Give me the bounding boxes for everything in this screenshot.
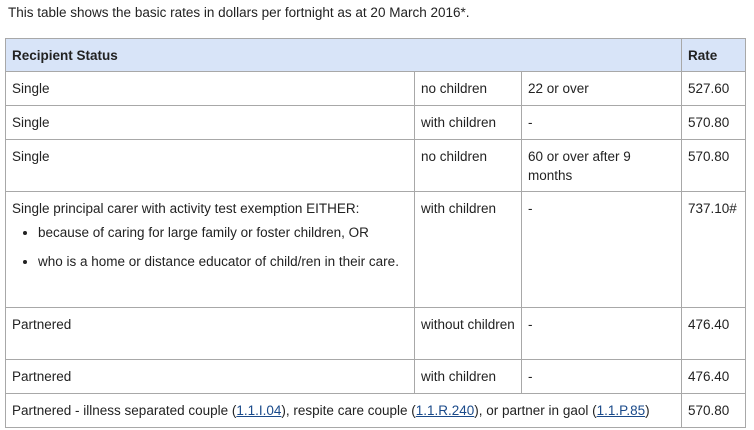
- header-recipient-status: Recipient Status: [6, 39, 682, 72]
- status-text-prefix: Partnered - illness separated couple (: [12, 403, 237, 418]
- cell-status: Single: [6, 140, 415, 192]
- cell-status: Partnered: [6, 360, 415, 394]
- cell-status: Partnered: [6, 308, 415, 360]
- status-text-mid: ), or partner in gaol (: [474, 403, 597, 418]
- cell-children: no children: [415, 72, 522, 106]
- cell-children: with children: [415, 106, 522, 140]
- cell-rate: 570.80: [682, 106, 746, 140]
- cell-condition: -: [522, 106, 682, 140]
- cell-status: [6, 394, 682, 428]
- rates-table: [5, 38, 746, 428]
- list-item: • who is a home or distance educator of child/ren in their care.: [38, 250, 408, 274]
- cell-rate: 527.60: [682, 72, 746, 106]
- cell-status: Single: [6, 106, 415, 140]
- intro-text: This table shows the basic rates in dollars per fortnight as at 20 March 2016*.: [8, 5, 470, 20]
- table-row: [6, 192, 746, 308]
- table-row: [6, 394, 746, 428]
- exemption-list: [12, 221, 408, 274]
- cell-children: no children: [415, 140, 522, 192]
- list-item: • because of caring for large family or foster children, OR: [38, 221, 408, 245]
- status-text-mid: ), respite care couple (: [281, 403, 416, 418]
- cell-status: Single: [6, 72, 415, 106]
- header-rate: Rate: [682, 39, 746, 72]
- table-row: [6, 140, 746, 192]
- table-header-row: [6, 39, 746, 72]
- cell-status: [6, 192, 415, 308]
- cell-children: with children: [415, 192, 522, 308]
- table-row: [6, 360, 746, 394]
- cell-children: without children: [415, 308, 522, 360]
- status-text-suffix: ): [645, 403, 650, 418]
- reference-link-illness-separated[interactable]: 1.1.I.04: [236, 403, 282, 418]
- cell-condition: -: [522, 308, 682, 360]
- table-row: [6, 308, 746, 360]
- reference-link-respite-care[interactable]: 1.1.R.240: [415, 403, 475, 418]
- cell-condition: -: [522, 360, 682, 394]
- reference-link-partner-in-gaol[interactable]: 1.1.P.85: [596, 403, 646, 418]
- cell-status-text: Single principal carer with activity test exemption EITHER:: [12, 201, 360, 216]
- cell-condition: 22 or over: [522, 72, 682, 106]
- cell-condition: 60 or over after 9 months: [522, 140, 682, 192]
- cell-rate: 737.10#: [682, 192, 746, 308]
- cell-rate: 476.40: [682, 360, 746, 394]
- table-row: [6, 72, 746, 106]
- cell-condition: -: [522, 192, 682, 308]
- cell-children: with children: [415, 360, 522, 394]
- cell-rate: 570.80: [682, 394, 746, 428]
- cell-rate: 476.40: [682, 308, 746, 360]
- table-row: [6, 106, 746, 140]
- cell-rate: 570.80: [682, 140, 746, 192]
